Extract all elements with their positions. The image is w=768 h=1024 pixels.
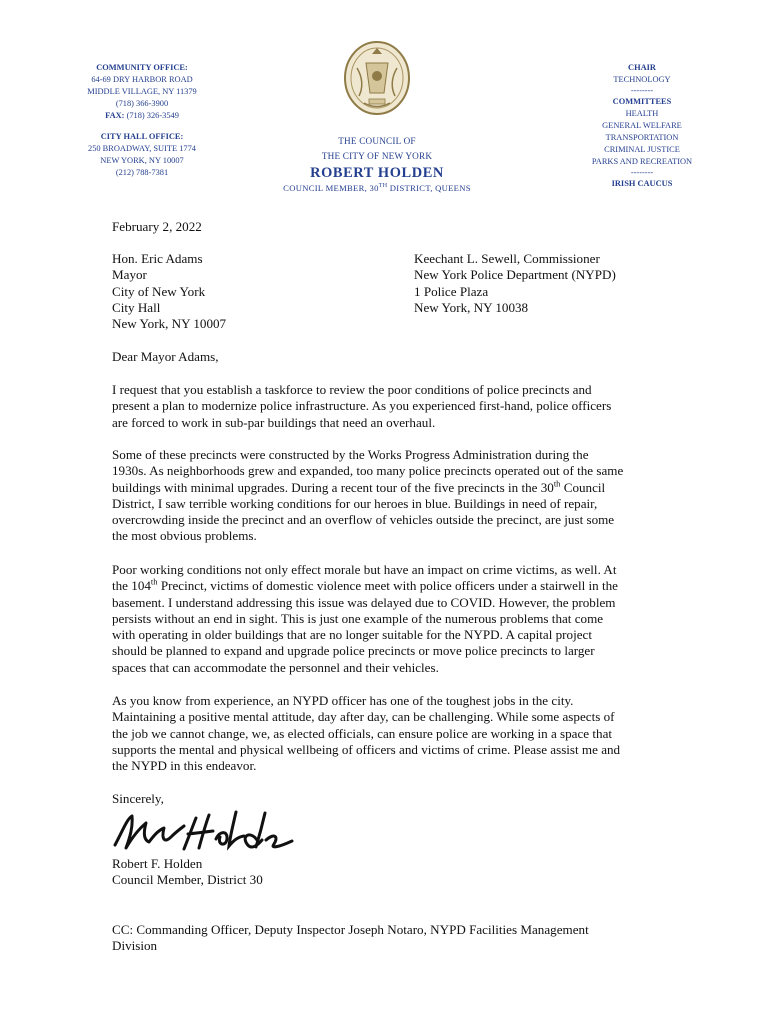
paragraph-line: spaces that can accommodate the personnel and their vehicles. — [112, 659, 439, 675]
chair-title: CHAIR — [628, 63, 656, 72]
paragraph-3 — [112, 562, 662, 676]
letterhead-left-block — [78, 62, 206, 179]
caucus: IRISH CAUCUS — [611, 179, 673, 188]
committee-item: HEALTH — [625, 109, 659, 118]
letterhead-right-block — [567, 62, 717, 190]
city-hall-city: NEW YORK, NY 10007 — [100, 156, 184, 165]
paragraph-4 — [112, 693, 662, 774]
signer-name: Robert F. Holden — [112, 856, 203, 871]
separator-2: -------- — [630, 168, 654, 177]
council-line-1: THE COUNCIL OF — [338, 136, 416, 146]
community-office-street: 64-69 DRY HARBOR ROAD — [91, 75, 193, 84]
paragraph-line: the most obvious problems. — [112, 528, 257, 544]
paragraph-line: overcrowding inside the precinct and an overflow of vehicles outside the precinct, are just some — [112, 512, 615, 528]
paragraph-line: the job we cannot change, we, as elected officials, can ensure police are working in a space that — [112, 725, 613, 741]
recipient-right-line: Keechant L. Sewell, Commissioner — [414, 251, 600, 266]
recipient-left-line: Hon. Eric Adams — [112, 251, 203, 266]
community-office-title: COMMUNITY OFFICE: — [96, 63, 188, 72]
recipient-left-line: New York, NY 10007 — [112, 316, 227, 332]
cc-line-2: Division — [112, 938, 158, 954]
paragraph-line: Poor working conditions not only effect morale but have an impact on crime victims, as well. At — [112, 562, 617, 577]
community-office-phone: (718) 366-3900 — [115, 99, 169, 108]
paragraph-text: Precinct, victims of domestic violence meet with police officers under a stairwell in the — [157, 578, 618, 594]
city-hall-street: 250 BROADWAY, SUITE 1774 — [88, 144, 196, 153]
paragraph-line: with operating in older buildings that are no longer suitable for the NYPD. A capital project — [112, 627, 592, 643]
paragraph-line: should be planned to expand and upgrade police precincts or move police precincts to larger — [112, 643, 595, 659]
paragraph-text: buildings with minimal upgrades. During a recent tour of the five precincts in the 30 — [112, 479, 554, 495]
signature-block — [112, 856, 263, 889]
paragraph-line: 1930s. As neighborhoods grew and expanded, too many police precincts operated out of the same — [112, 463, 624, 479]
paragraph-text: the 104 — [112, 578, 151, 594]
cc-line-1: CC: Commanding Officer, Deputy Inspector Joseph Notaro, NYPD Facilities Management — [112, 922, 589, 937]
paragraph-line: As you know from experience, an NYPD officer has one of the toughest jobs in the city. — [112, 693, 574, 708]
member-title-prefix: COUNCIL MEMBER, 30 — [283, 183, 379, 193]
paragraph-line: present a plan to modernize police infrastructure. As you experienced first-hand, police officers — [112, 398, 612, 414]
chair-committee: TECHNOLOGY — [613, 75, 671, 84]
recipient-right-line: New York, NY 10038 — [414, 299, 529, 315]
recipient-right-line: New York Police Department (NYPD) — [414, 267, 616, 283]
committee-item: TRANSPORTATION — [605, 133, 679, 142]
paragraph-2 — [112, 447, 662, 545]
paragraph-line: are forced to work in sub-par buildings that need an overhaul. — [112, 414, 436, 430]
member-title-suffix-superscript: TH — [378, 183, 388, 190]
letter-date: February 2, 2022 — [112, 219, 202, 234]
paragraph-text: Council — [560, 479, 606, 495]
paragraph-line: the NYPD in this endeavor. — [112, 758, 257, 774]
member-name: ROBERT HOLDEN — [310, 165, 444, 181]
closing: Sincerely, — [112, 791, 164, 806]
paragraph-line: I request that you establish a taskforce to review the poor conditions of police precincts and — [112, 382, 592, 397]
city-hall-office-title: CITY HALL OFFICE: — [100, 132, 184, 141]
ordinal-suffix: th — [553, 478, 561, 489]
signer-title: Council Member, District 30 — [112, 872, 263, 888]
city-hall-phone: (212) 788-7381 — [115, 168, 169, 177]
recipient-right-line: 1 Police Plaza — [414, 283, 489, 299]
paragraph-line — [112, 480, 662, 496]
committee-item: GENERAL WELFARE — [602, 121, 682, 130]
fax-label: FAX: — [105, 111, 125, 120]
separator-1: -------- — [630, 86, 654, 95]
community-office-city: MIDDLE VILLAGE, NY 11379 — [87, 87, 197, 96]
city-seal-icon — [341, 38, 413, 118]
community-office-fax — [78, 110, 206, 122]
council-line-2: THE CITY OF NEW YORK — [321, 151, 433, 161]
recipient-left — [112, 251, 226, 332]
recipient-right — [414, 251, 616, 316]
member-title — [270, 182, 484, 194]
paragraph-line: persists without an end in sight. This is just one example of the numerous problems that come — [112, 610, 604, 626]
paragraph-line: Maintaining a positive mental attitude, day after day, can be challenging. While some aspects of — [112, 709, 615, 725]
paragraph-line: District, I saw terrible working conditions for our heroes in blue. Buildings in need of repair, — [112, 495, 598, 511]
member-title-suffix: DISTRICT, QUEENS — [387, 183, 471, 193]
recipient-left-line: Mayor — [112, 267, 147, 283]
paragraph-line: supports the mental and physical wellbeing of officers and victims of crime. Please assist me and — [112, 741, 621, 757]
handwritten-signature — [108, 806, 302, 856]
committee-item: PARKS AND RECREATION — [591, 157, 693, 166]
committees-title: COMMITTEES — [612, 97, 672, 106]
recipient-left-line: City of New York — [112, 283, 206, 299]
cc-line — [112, 922, 652, 955]
recipient-left-line: City Hall — [112, 299, 161, 315]
paragraph-line — [112, 578, 662, 594]
committee-item: CRIMINAL JUSTICE — [604, 145, 680, 154]
paragraph-line: basement. I understand addressing this issue was delayed due to COVID. However, the problem — [112, 594, 616, 610]
fax-number: (718) 326-3549 — [124, 111, 179, 120]
ordinal-suffix: th — [150, 576, 158, 587]
salutation: Dear Mayor Adams, — [112, 349, 219, 364]
paragraph-1 — [112, 382, 662, 431]
paragraph-line: Some of these precincts were constructed by the Works Progress Administration during the — [112, 447, 589, 462]
council-heading — [270, 134, 484, 194]
